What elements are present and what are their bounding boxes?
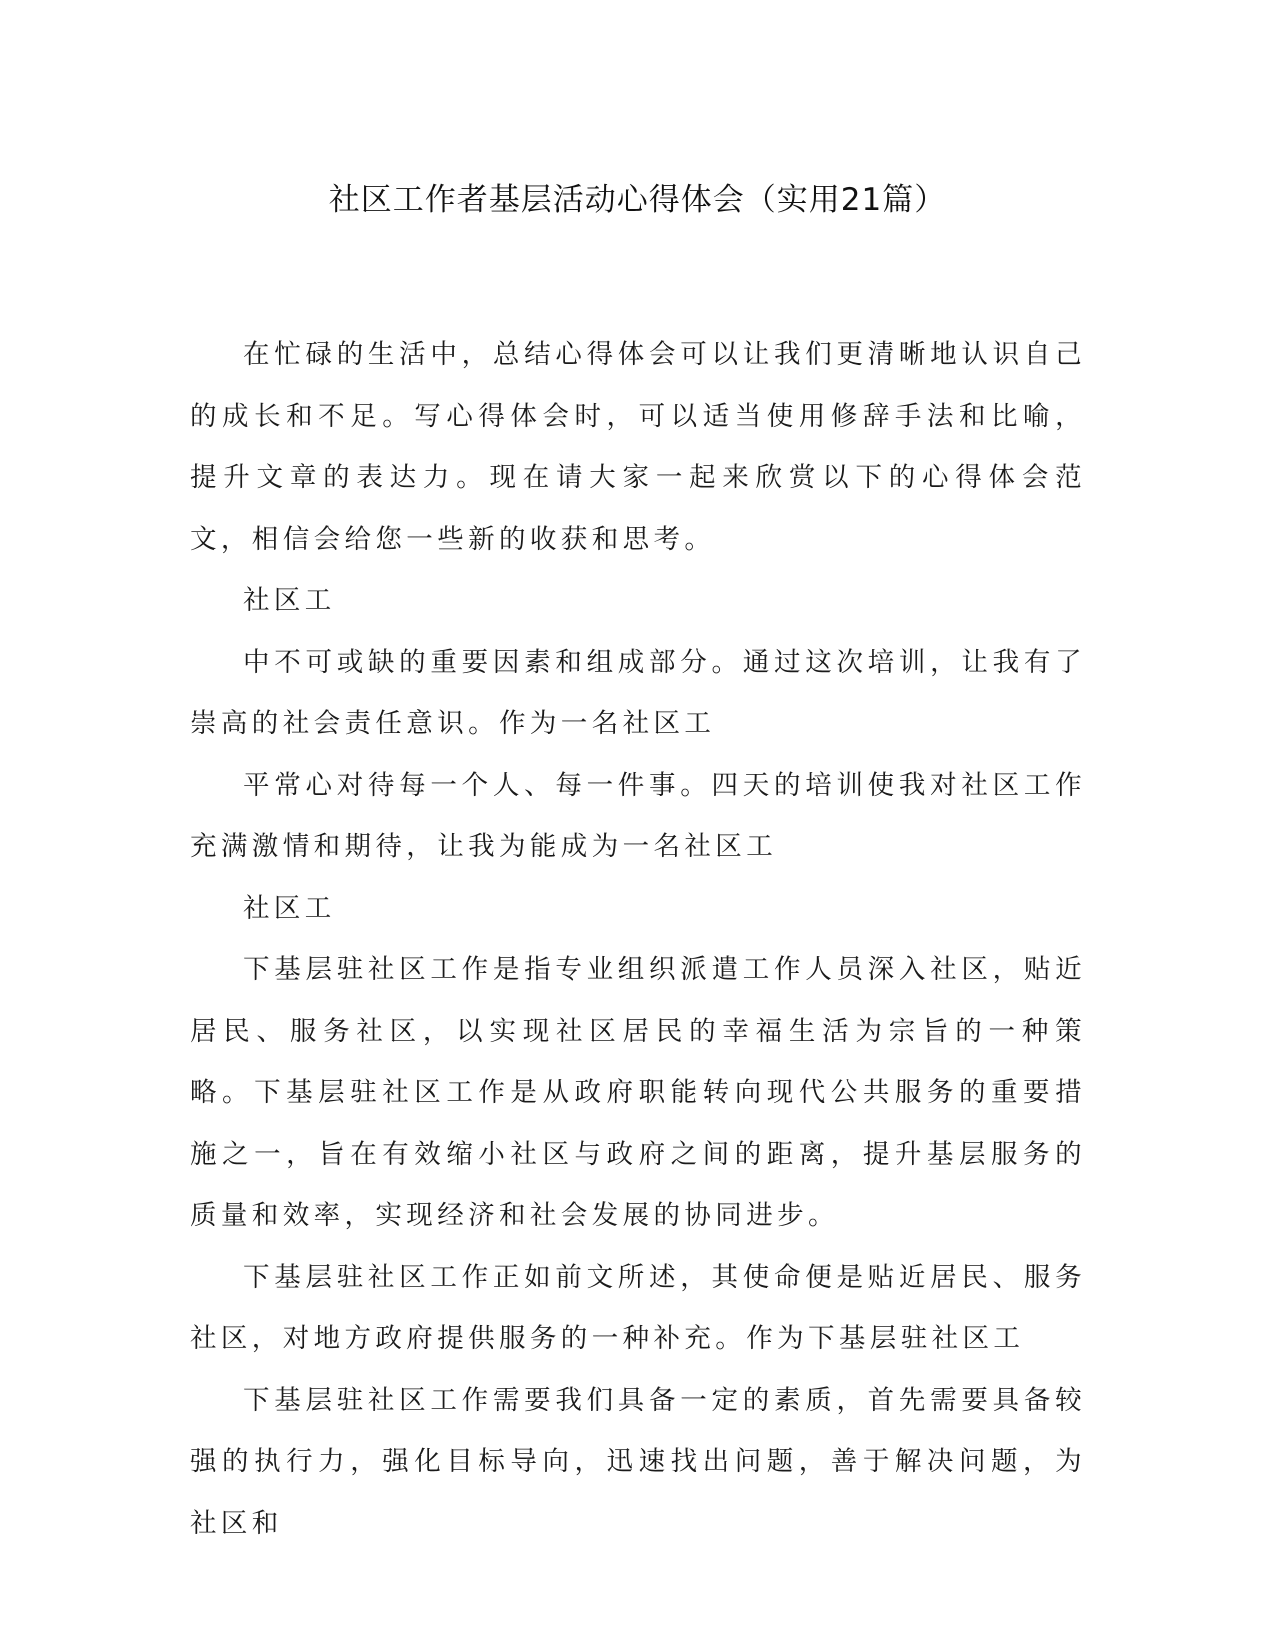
paragraph: 社区工: [243, 892, 336, 924]
paragraph: 下基层驻社区工作正如前文所述，其使命便是贴近居民、服务社区，对地方政府提供服务的一种补充。作为下基层驻社区工: [190, 1261, 1086, 1354]
paragraph: 社区工: [243, 585, 336, 616]
document-body: [190, 324, 1086, 1554]
document-title: 社区工作者基层活动心得体会（实用21篇）: [328, 182, 947, 218]
paragraph: 下基层驻社区工作需要我们具备一定的素质，首先需要具备较强的执行力，强化目标导向，迅速找出问题，善于解决问题，为社区和: [190, 1384, 1086, 1539]
paragraph: 下基层驻社区工作是指专业组织派遣工作人员深入社区，贴近居民、服务社区，以实现社区居民的幸福生活为宗旨的一种策略。下基层驻社区工作是从政府职能转向现代公共服务的重要措施之一，旨在有效缩小社区与政府之间的距离，提升基层服务的质量和效率，实现经济和社会发展的协同进步。: [190, 954, 1086, 1231]
paragraph: 在忙碌的生活中，总结心得体会可以让我们更清晰地认识自己的成长和不足。写心得体会时，可以适当使用修辞手法和比喻，提升文章的表达力。现在请大家一起来欣赏以下的心得体会范文，相信会给您一些新的收获和思考。: [190, 339, 1086, 555]
paragraph: 中不可或缺的重要因素和组成部分。通过这次培训，让我有了崇高的社会责任意识。作为一名社区工: [190, 646, 1086, 739]
paragraph: 平常心对待每一个人、每一件事。四天的培训使我对社区工作充满激情和期待，让我为能成为一名社区工: [190, 769, 1086, 862]
